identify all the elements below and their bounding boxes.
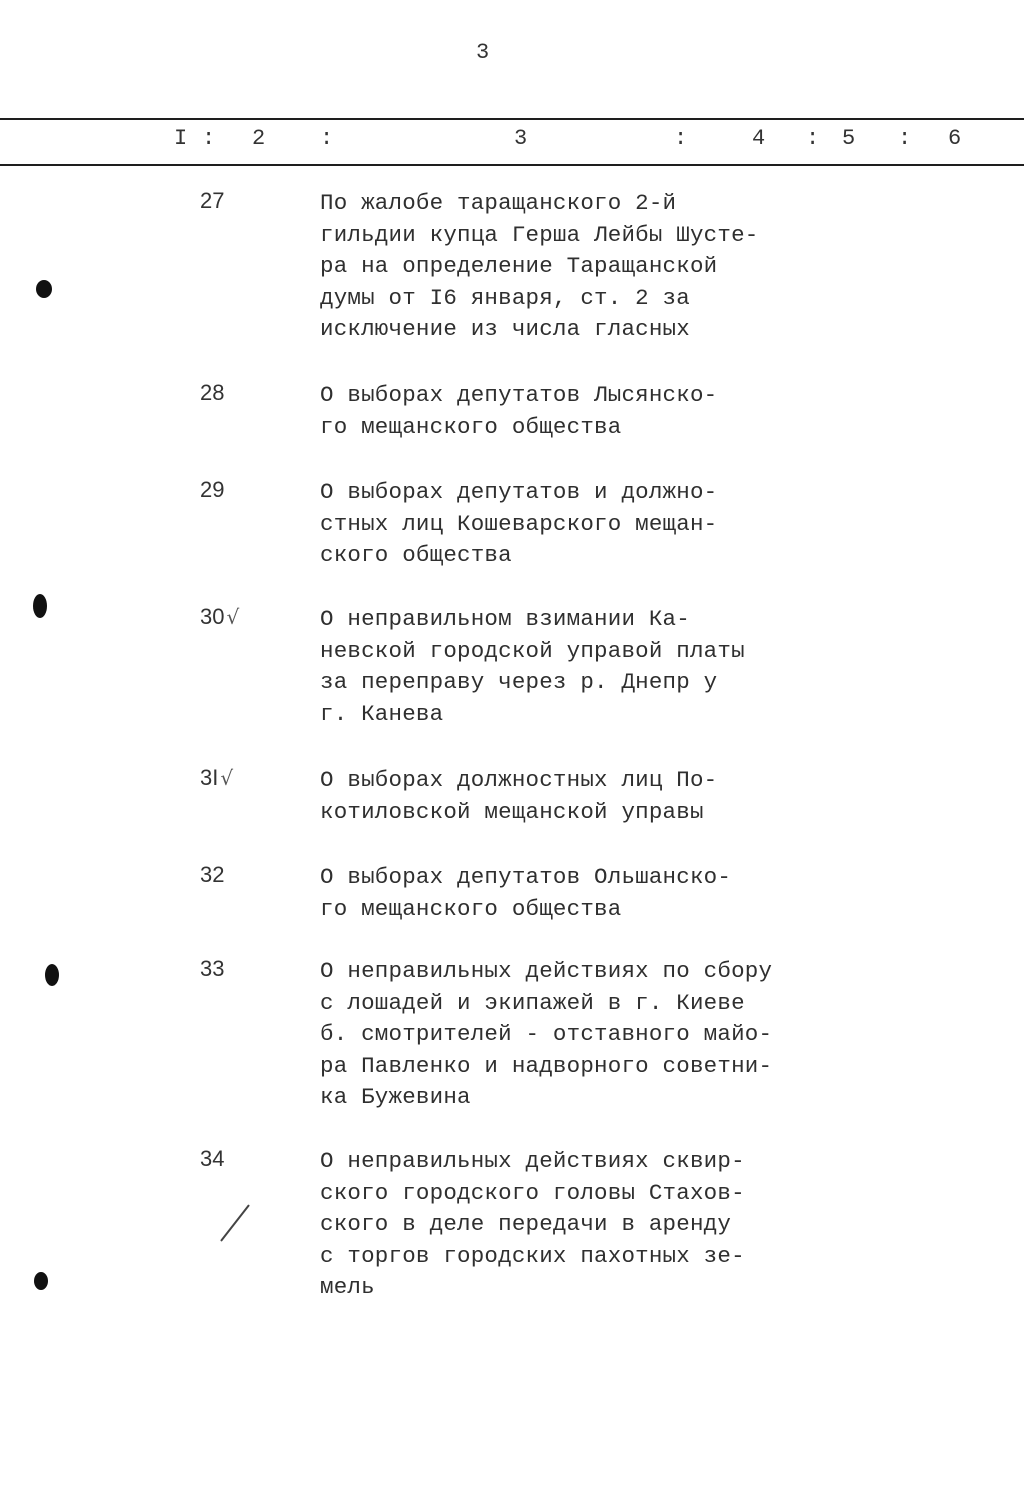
column-header-5: 5 [842,126,856,151]
entry-number: 27 [200,188,225,213]
column-separator: : [806,126,820,151]
column-header-4: 4 [752,126,766,151]
checkmark-icon: √ [226,605,240,629]
entry-number: 29 [200,477,225,502]
entry-description: По жалобе таращанского 2-й гильдии купца Герша Лейбы Шусте- ра на определение Таращанской думы от I6 января, ст. 2 за исключение из числа гласных [320,190,759,343]
entry-description: О выборах депутатов и должно- стных лиц Кошеварского мещан- ского общества [320,479,718,569]
column-separator: : [898,126,912,151]
entry-number: 30 √ [200,604,240,629]
page-number: 3 [476,40,490,65]
header-top-rule [0,118,1024,120]
column-separator: : [674,126,688,151]
column-header-1: I [174,126,188,151]
entry-number: 34 [200,1146,225,1171]
column-separator: : [320,126,334,151]
punch-hole-icon [33,594,47,618]
column-header-6: 6 [948,126,962,151]
entry-number: 3I √ [200,765,234,790]
entry-number: 32 [200,862,225,887]
punch-hole-icon [45,964,59,986]
column-header-3: 3 [514,126,528,151]
punch-hole-icon [36,280,52,298]
header-bottom-rule [0,164,1024,166]
checkmark-icon: √ [220,766,234,790]
column-header-2: 2 [252,126,266,151]
pencil-mark-icon [220,1204,250,1241]
entry-number: 33 [200,956,225,981]
entry-description: О выборах депутатов Лысянско- го мещанского общества [320,382,718,440]
entry-number: 28 [200,380,225,405]
punch-hole-icon [34,1272,48,1290]
entry-description: О неправильных действиях по сбору с лошадей и экипажей в г. Киеве б. смотрителей - отставного майо- ра Павленко и надворного советни- ка Бужевина [320,958,773,1111]
entry-description: О выборах должностных лиц По- котиловской мещанской управы [320,767,718,825]
entry-description: О неправильных действиях сквир- ского городского головы Стахов- ского в деле передачи в аренду с торгов городских пахотных зе- мель [320,1148,745,1301]
column-separator: : [202,126,216,151]
entry-description: О выборах депутатов Ольшанско- го мещанского общества [320,864,732,922]
entry-description: О неправильном взимании Ка- невской городской управой платы за переправу через р. Днепр у г. Канева [320,606,745,727]
